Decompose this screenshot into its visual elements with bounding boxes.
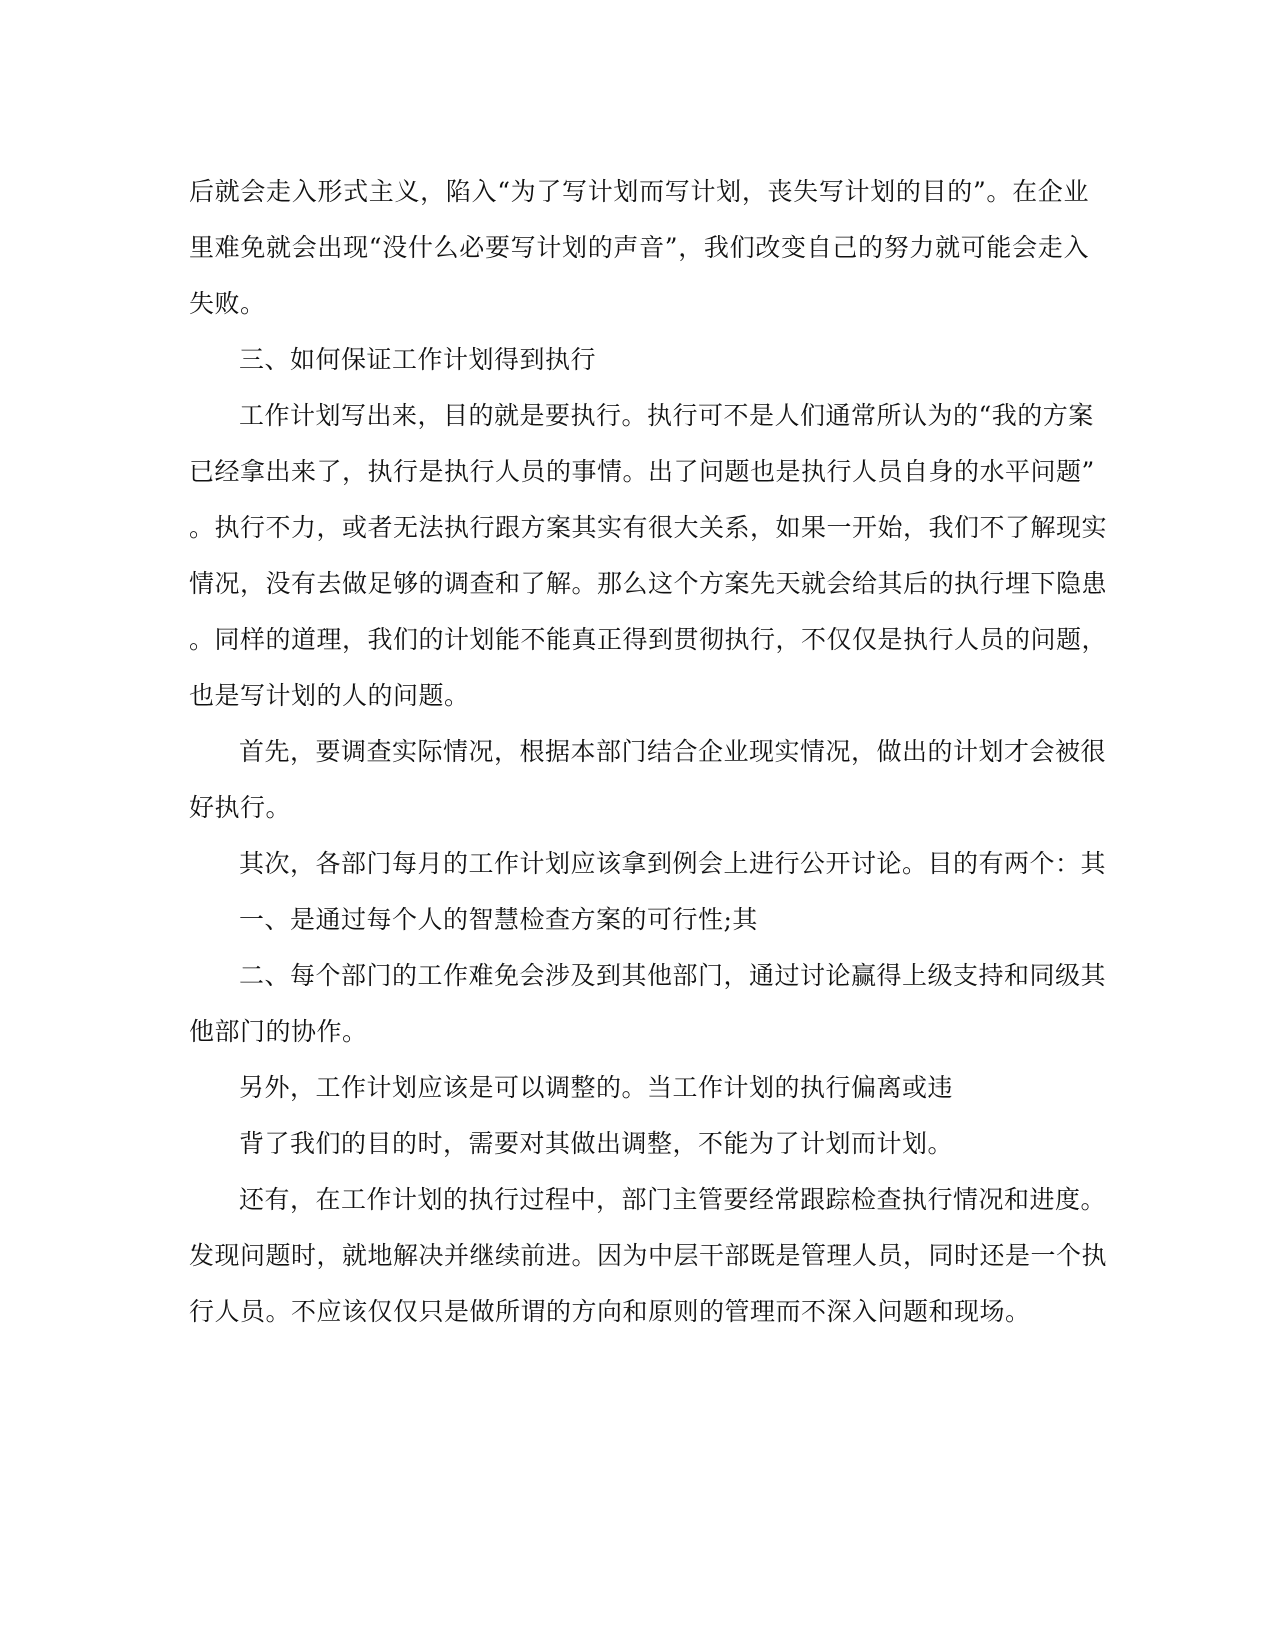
text-line: 一、是通过每个人的智慧检查方案的可行性;其 [239, 905, 758, 934]
text-line: 行人员。不应该仅仅只是做所谓的方向和原则的管理而不深入问题和现场。 [189, 1297, 1031, 1326]
text-line: 。同样的道理，我们的计划能不能真正得到贯彻执行，不仅仅是执行人员的问题， [189, 625, 1108, 654]
text-line: 另外，工作计划应该是可以调整的。当工作计划的执行偏离或违 [239, 1073, 954, 1102]
text-line: 。执行不力，或者无法执行跟方案其实有很大关系，如果一开始，我们不了解现实 [189, 513, 1108, 542]
text-line: 工作计划写出来，目的就是要执行。执行可不是人们通常所认为的“我的方案 [239, 401, 1094, 430]
text-line: 其次，各部门每月的工作计划应该拿到例会上进行公开讨论。目的有两个：其 [239, 849, 1107, 878]
text-line: 首先，要调查实际情况，根据本部门结合企业现实情况，做出的计划才会被很 [239, 737, 1107, 766]
section-heading: 三、如何保证工作计划得到执行 [239, 345, 597, 374]
text-line: 背了我们的目的时，需要对其做出调整，不能为了计划而计划。 [239, 1129, 954, 1158]
text-line: 好执行。 [189, 793, 292, 822]
text-line: 失败。 [189, 289, 266, 318]
text-line: 里难免就会出现“没什么必要写计划的声音”，我们改变自己的努力就可能会走入 [189, 233, 1089, 262]
text-line: 也是写计划的人的问题。 [189, 681, 470, 710]
text-line: 发现问题时，就地解决并继续前进。因为中层干部既是管理人员，同时还是一个执 [189, 1241, 1108, 1270]
text-line: 还有，在工作计划的执行过程中，部门主管要经常跟踪检查执行情况和进度。 [239, 1185, 1107, 1214]
text-line: 二、每个部门的工作难免会涉及到其他部门，通过讨论赢得上级支持和同级其 [239, 961, 1107, 990]
text-line: 他部门的协作。 [189, 1017, 368, 1046]
text-line: 已经拿出来了，执行是执行人员的事情。出了问题也是执行人员自身的水平问题” [189, 457, 1095, 486]
text-line: 情况，没有去做足够的调查和了解。那么这个方案先天就会给其后的执行埋下隐患 [189, 569, 1108, 598]
text-line: 后就会走入形式主义，陷入“为了写计划而写计划，丧失写计划的目的”。在企业 [189, 177, 1089, 206]
